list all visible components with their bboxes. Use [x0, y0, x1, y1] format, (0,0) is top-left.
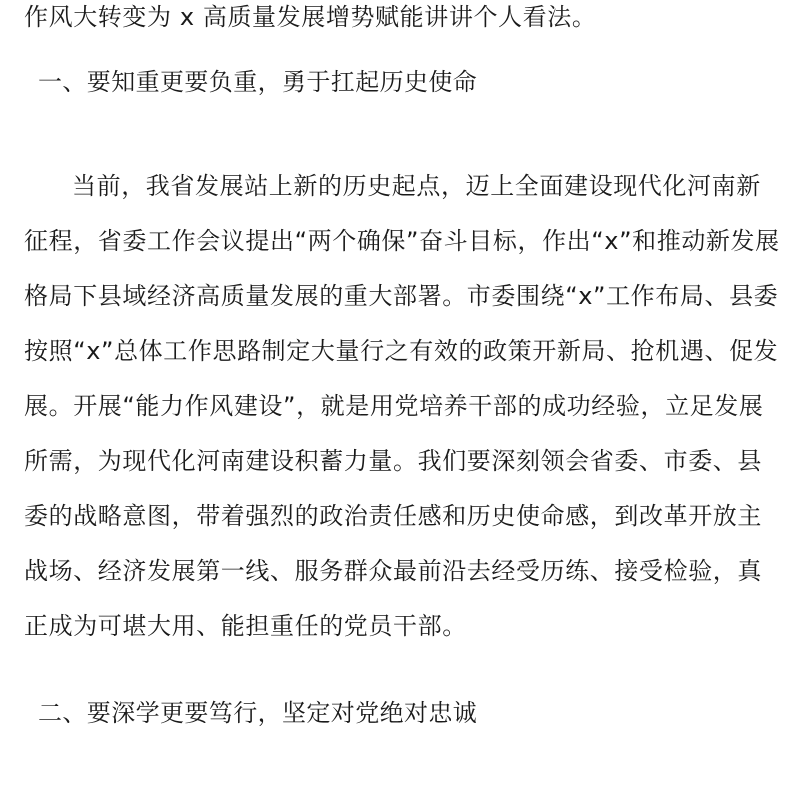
paragraph-line: 正成为可堪大用、能担重任的党员干部。 [24, 612, 467, 640]
paragraph-line: 战场、经济发展第一线、服务群众最前沿去经受历练、接受检验，真 [24, 557, 762, 585]
paragraph-line: 所需，为现代化河南建设积蓄力量。我们要深刻领会省委、市委、县 [24, 447, 762, 475]
paragraph-line: 展。开展“能力作风建设”，就是用党培养干部的成功经验，立足发展 [24, 392, 764, 420]
paragraph-line: 委的战略意图，带着强烈的政治责任感和历史使命感，到改革开放主 [24, 502, 762, 530]
paragraph-line: 按照“x”总体工作思路制定大量行之有效的政策开新局、抢机遇、促发 [24, 337, 779, 365]
paragraph-line: 征程，省委工作会议提出“两个确保”奋斗目标，作出“x”和推动新发展 [24, 227, 780, 255]
section-heading-1: 一、要知重更要负重，勇于扛起历史使命 [38, 68, 478, 96]
paragraph-line: 当前，我省发展站上新的历史起点，迈上全面建设现代化河南新 [72, 172, 761, 200]
paragraph-line: 格局下县域经济高质量发展的重大部署。市委围绕“x”工作布局、县委 [24, 282, 779, 310]
section-heading-2: 二、要深学更要笃行，坚定对党绝对忠诚 [38, 699, 478, 727]
intro-line: 作风大转变为 x 高质量发展增势赋能讲讲个人看法。 [24, 3, 597, 31]
